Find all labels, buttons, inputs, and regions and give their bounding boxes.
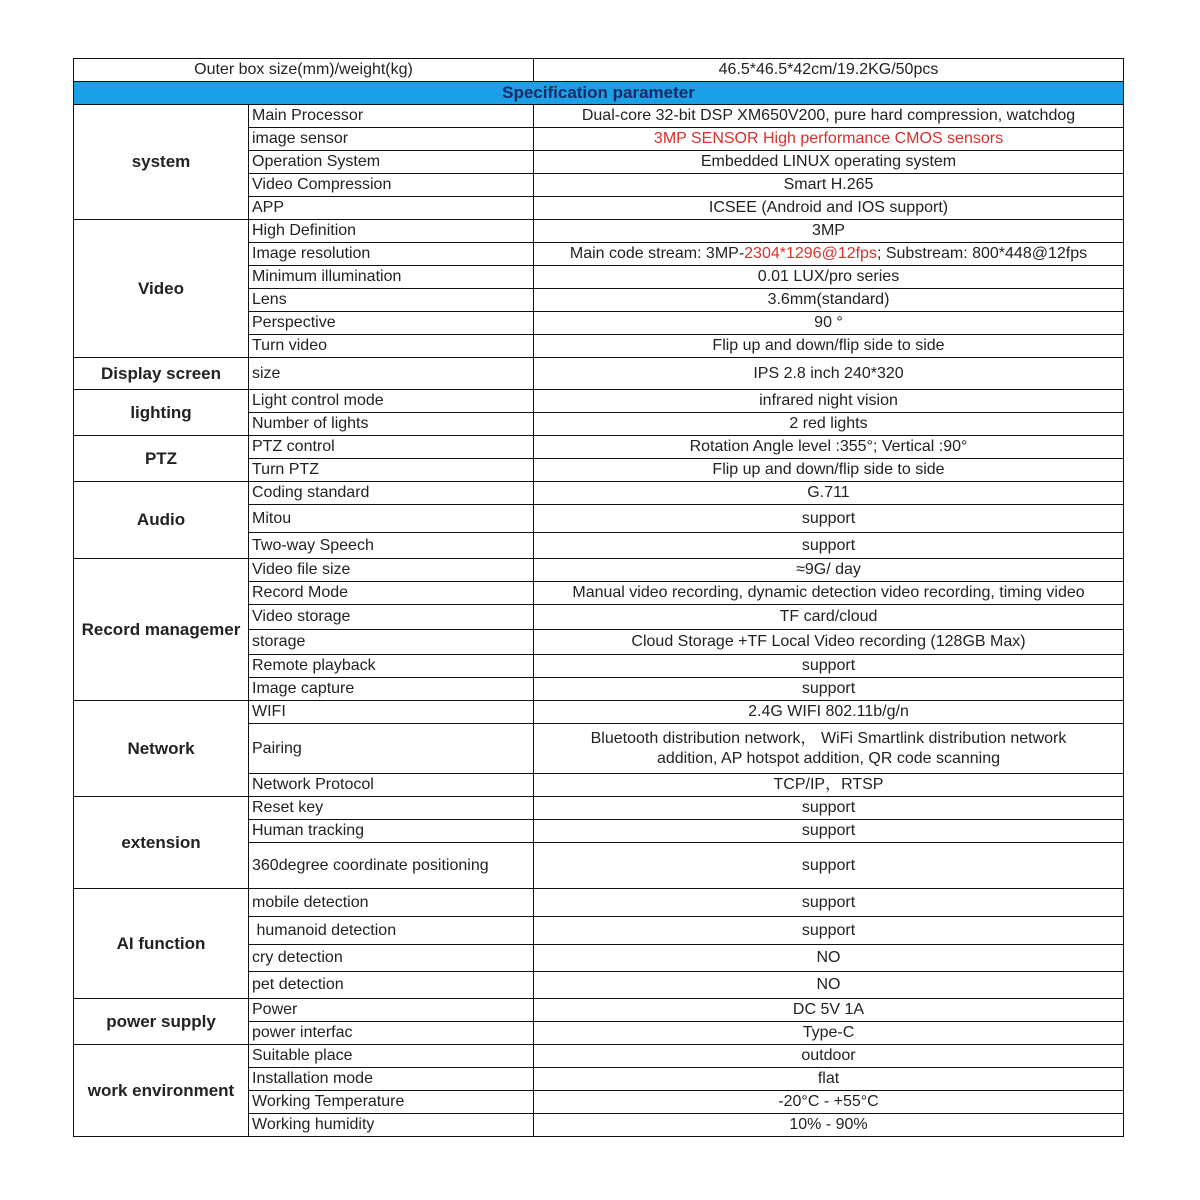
value-image-resolution <box>534 243 1124 266</box>
param-installation-mode: Installation mode <box>249 1068 534 1091</box>
outer-box-row <box>74 59 1124 82</box>
param-image-capture: Image capture <box>249 678 534 701</box>
section-ptz: PTZ <box>74 436 249 482</box>
value-line: addition, AP hotspot addition, QR code scanning <box>656 749 1001 767</box>
spec-row <box>74 105 1124 128</box>
spec-row <box>74 889 1124 917</box>
section-display-screen: Display screen <box>74 358 249 390</box>
value-two-way-speech: support <box>534 533 1124 559</box>
section-power-supply: power supply <box>74 999 249 1045</box>
value-app: ICSEE (Android and IOS support) <box>534 197 1124 220</box>
value-network-protocol: TCP/IP，RTSP <box>534 774 1124 797</box>
param-pairing: Pairing <box>249 724 534 774</box>
section-audio: Audio <box>74 482 249 559</box>
section-system: system <box>74 105 249 220</box>
spec-row <box>74 358 1124 390</box>
param-two-way-speech: Two-way Speech <box>249 533 534 559</box>
param-lens: Lens <box>249 289 534 312</box>
value-ptz-control: Rotation Angle level :355°; Vertical :90° <box>534 436 1124 459</box>
value-wifi: 2.4G WIFI 802.11b/g/n <box>534 701 1124 724</box>
param-video-file-size: Video file size <box>249 559 534 582</box>
param-coding-standard: Coding standard <box>249 482 534 505</box>
param-wifi: WIFI <box>249 701 534 724</box>
value-360degree-coordinate-positioning: support <box>534 843 1124 889</box>
value-perspective: 90 ° <box>534 312 1124 335</box>
section-record-managemer: Record managemer <box>74 559 249 701</box>
spec-row <box>74 220 1124 243</box>
value-reset-key: support <box>534 797 1124 820</box>
param-size: size <box>249 358 534 390</box>
param-record-mode: Record Mode <box>249 582 534 605</box>
spec-row <box>74 559 1124 582</box>
param-working-humidity: Working humidity <box>249 1114 534 1137</box>
value-minimum-illumination: 0.01 LUX/pro series <box>534 266 1124 289</box>
value-high-definition: 3MP <box>534 220 1124 243</box>
section-lighting: lighting <box>74 390 249 436</box>
value-mobile-detection: support <box>534 889 1124 917</box>
param-human-tracking: Human tracking <box>249 820 534 843</box>
value-turn-ptz: Flip up and down/flip side to side <box>534 459 1124 482</box>
value-suitable-place: outdoor <box>534 1045 1124 1068</box>
value-power-interfac: Type-C <box>534 1022 1124 1045</box>
section-video: Video <box>74 220 249 358</box>
value-image-sensor: 3MP SENSOR High performance CMOS sensors <box>534 128 1124 151</box>
param-image-resolution: Image resolution <box>249 243 534 266</box>
param-perspective: Perspective <box>249 312 534 335</box>
param-video-storage: Video storage <box>249 605 534 630</box>
param-turn-ptz: Turn PTZ <box>249 459 534 482</box>
param-ptz-control: PTZ control <box>249 436 534 459</box>
param-minimum-illumination: Minimum illumination <box>249 266 534 289</box>
param-humanoid-detection: humanoid detection <box>249 917 534 945</box>
param-app: APP <box>249 197 534 220</box>
spec-row <box>74 797 1124 820</box>
param-storage: storage <box>249 630 534 655</box>
value-main-processor: Dual-core 32-bit DSP XM650V200, pure hard compression, watchdog <box>534 105 1124 128</box>
outer-box-value: 46.5*46.5*42cm/19.2KG/50pcs <box>534 59 1124 82</box>
value-remote-playback: support <box>534 655 1124 678</box>
value-video-file-size: ≈9G/ day <box>534 559 1124 582</box>
param-working-temperature: Working Temperature <box>249 1091 534 1114</box>
param-high-definition: High Definition <box>249 220 534 243</box>
value-operation-system: Embedded LINUX operating system <box>534 151 1124 174</box>
value-turn-video: Flip up and down/flip side to side <box>534 335 1124 358</box>
value-mitou: support <box>534 505 1124 533</box>
banner-row <box>74 82 1124 105</box>
value-part: 2304*1296@12fps <box>744 245 877 262</box>
value-pairing <box>534 724 1124 774</box>
value-record-mode: Manual video recording, dynamic detection video recording, timing video <box>534 582 1124 605</box>
spec-banner: Specification parameter <box>74 82 1124 105</box>
value-human-tracking: support <box>534 820 1124 843</box>
value-storage: Cloud Storage +TF Local Video recording (128GB Max) <box>534 630 1124 655</box>
param-power: Power <box>249 999 534 1022</box>
value-humanoid-detection: support <box>534 917 1124 945</box>
param-suitable-place: Suitable place <box>249 1045 534 1068</box>
param-main-processor: Main Processor <box>249 105 534 128</box>
param-operation-system: Operation System <box>249 151 534 174</box>
section-extension: extension <box>74 797 249 889</box>
param-number-of-lights: Number of lights <box>249 413 534 436</box>
param-remote-playback: Remote playback <box>249 655 534 678</box>
param-pet-detection: pet detection <box>249 972 534 999</box>
spec-table <box>73 58 1124 1137</box>
spec-row <box>74 390 1124 413</box>
value-video-storage: TF card/cloud <box>534 605 1124 630</box>
param-light-control-mode: Light control mode <box>249 390 534 413</box>
spec-row <box>74 482 1124 505</box>
value-coding-standard: G.711 <box>534 482 1124 505</box>
spec-row <box>74 999 1124 1022</box>
value-installation-mode: flat <box>534 1068 1124 1091</box>
param-cry-detection: cry detection <box>249 945 534 972</box>
spec-body <box>74 59 1124 1137</box>
param-turn-video: Turn video <box>249 335 534 358</box>
value-cry-detection: NO <box>534 945 1124 972</box>
value-power: DC 5V 1A <box>534 999 1124 1022</box>
section-work-environment: work environment <box>74 1045 249 1137</box>
value-part: Main code stream: 3MP- <box>569 245 745 262</box>
value-size: IPS 2.8 inch 240*320 <box>534 358 1124 390</box>
spec-row <box>74 1045 1124 1068</box>
param-image-sensor: image sensor <box>249 128 534 151</box>
param-360degree-coordinate-positioning: 360degree coordinate positioning <box>249 843 534 889</box>
value-pet-detection: NO <box>534 972 1124 999</box>
outer-box-label: Outer box size(mm)/weight(kg) <box>74 59 534 82</box>
value-working-humidity: 10% - 90% <box>534 1114 1124 1137</box>
value-lens: 3.6mm(standard) <box>534 289 1124 312</box>
section-ai-function: AI function <box>74 889 249 999</box>
param-mobile-detection: mobile detection <box>249 889 534 917</box>
param-power-interfac: power interfac <box>249 1022 534 1045</box>
value-number-of-lights: 2 red lights <box>534 413 1124 436</box>
value-line: Bluetooth distribution network， WiFi Smartlink distribution network <box>590 729 1067 747</box>
spec-row <box>74 701 1124 724</box>
param-reset-key: Reset key <box>249 797 534 820</box>
spec-row <box>74 436 1124 459</box>
value-part: ; Substream: 800*448@12fps <box>876 245 1088 262</box>
param-network-protocol: Network Protocol <box>249 774 534 797</box>
value-light-control-mode: infrared night vision <box>534 390 1124 413</box>
param-video-compression: Video Compression <box>249 174 534 197</box>
param-mitou: Mitou <box>249 505 534 533</box>
value-video-compression: Smart H.265 <box>534 174 1124 197</box>
value-image-capture: support <box>534 678 1124 701</box>
section-network: Network <box>74 701 249 797</box>
value-working-temperature: -20°C - +55°C <box>534 1091 1124 1114</box>
